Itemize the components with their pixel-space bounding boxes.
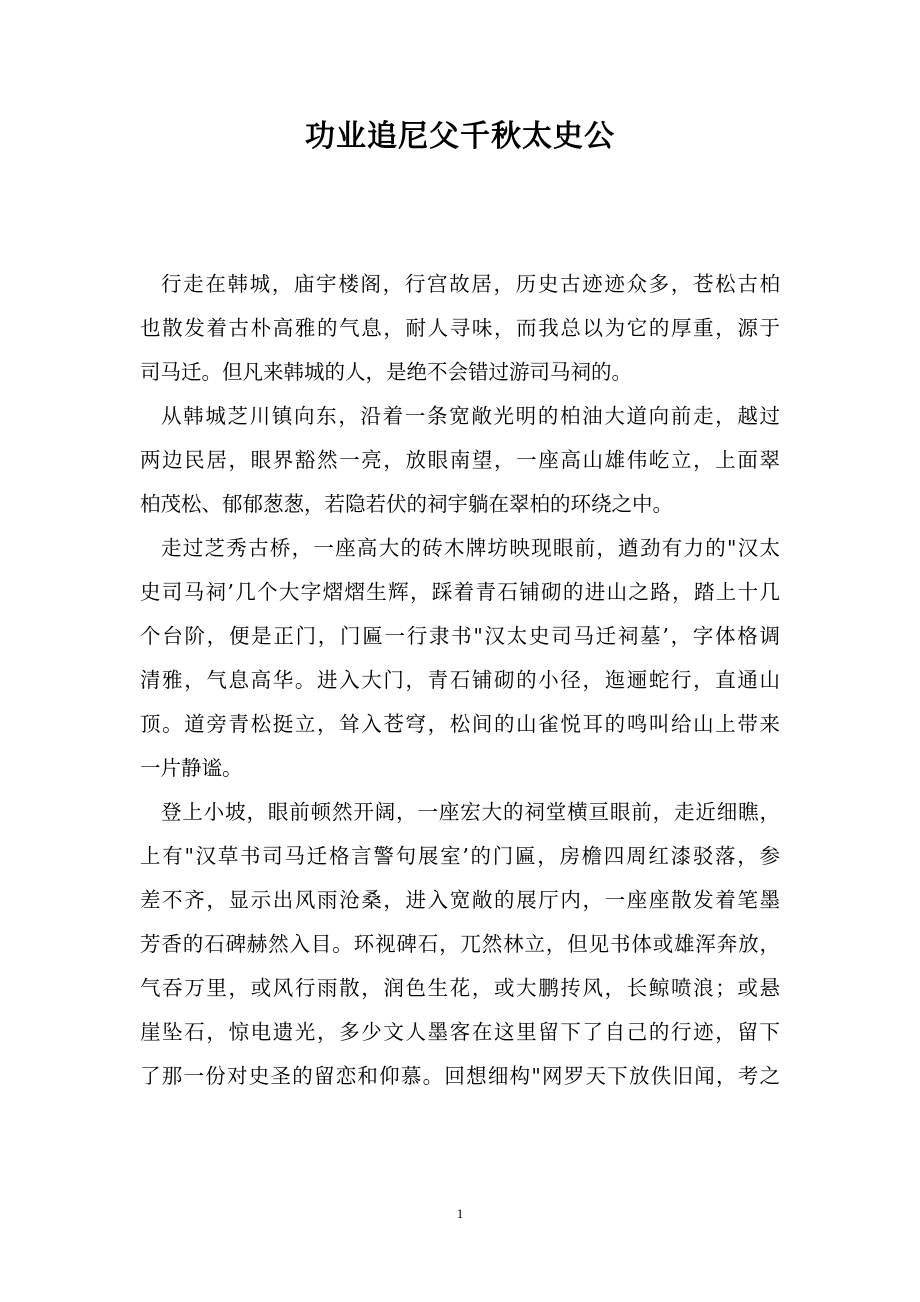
text-line: 柏茂松、郁郁葱葱，若隐若伏的祠宇躺在翠柏的环绕之中。 [140, 492, 673, 516]
text-line: 顶。道旁青松挺立，耸入苍穹，松间的山雀悦耳的鸣叫给山上带来 [140, 712, 780, 736]
text-line: 上有"汉草书司马迁格言警句展室’的门匾，房檐四周红漆驳落，参 [140, 844, 780, 868]
text-line: 崖坠石，惊电遗光，多少文人墨客在这里留下了自己的行迹，留下 [140, 1020, 780, 1044]
text-line: 行走在韩城，庙宇楼阁，行宫故居，历史古迹迹众多，苍松古柏 [161, 272, 780, 296]
text-line: 走过芝秀古桥，一座高大的砖木牌坊映现眼前，遒劲有力的"汉太 [161, 536, 780, 560]
text-line: 史司马祠’几个大字熠熠生辉，踩着青石铺砌的进山之路，踏上十几 [140, 580, 780, 604]
text-line: 两边民居，眼界豁然一亮，放眼南望，一座高山雄伟屹立，上面翠 [140, 448, 780, 472]
text-line: 清雅，气息高华。进入大门，青石铺砌的小径，迤逦蛇行，直通山 [140, 668, 780, 692]
page-title: 功业追尼父千秋太史公 [305, 119, 615, 154]
text-line: 差不齐，显示出风雨沧桑，进入宽敞的展厅内，一座座散发着笔墨 [140, 888, 780, 912]
text-line: 一片静谧。 [140, 756, 243, 780]
text-line: 了那一份对史圣的留恋和仰慕。回想细构"网罗天下放佚旧闻，考之 [140, 1064, 780, 1088]
text-line: 登上小坡，眼前顿然开阔，一座宏大的祠堂横亘眼前，走近细瞧， [161, 800, 780, 824]
text-line: 司马迁。但凡来韩城的人，是绝不会错过游司马祠的。 [140, 360, 632, 384]
text-line: 从韩城芝川镇向东，沿着一条宽敞光明的柏油大道向前走，越过 [161, 404, 780, 428]
page-number: 1 [456, 1206, 464, 1221]
text-line: 个台阶，便是正门，门匾一行隶书"汉太史司马迁祠墓’，字体格调 [140, 624, 780, 648]
text-line: 也散发着古朴高雅的气息，耐人寻味，而我总以为它的厚重，源于 [140, 316, 780, 340]
article-body [140, 262, 780, 1098]
text-line: 气吞万里，或风行雨散，润色生花，或大鹏抟风，长鲸喷浪；或悬 [140, 976, 780, 1000]
text-line: 芳香的石碑赫然入目。环视碑石，兀然林立，但见书体或雄浑奔放， [140, 932, 780, 956]
